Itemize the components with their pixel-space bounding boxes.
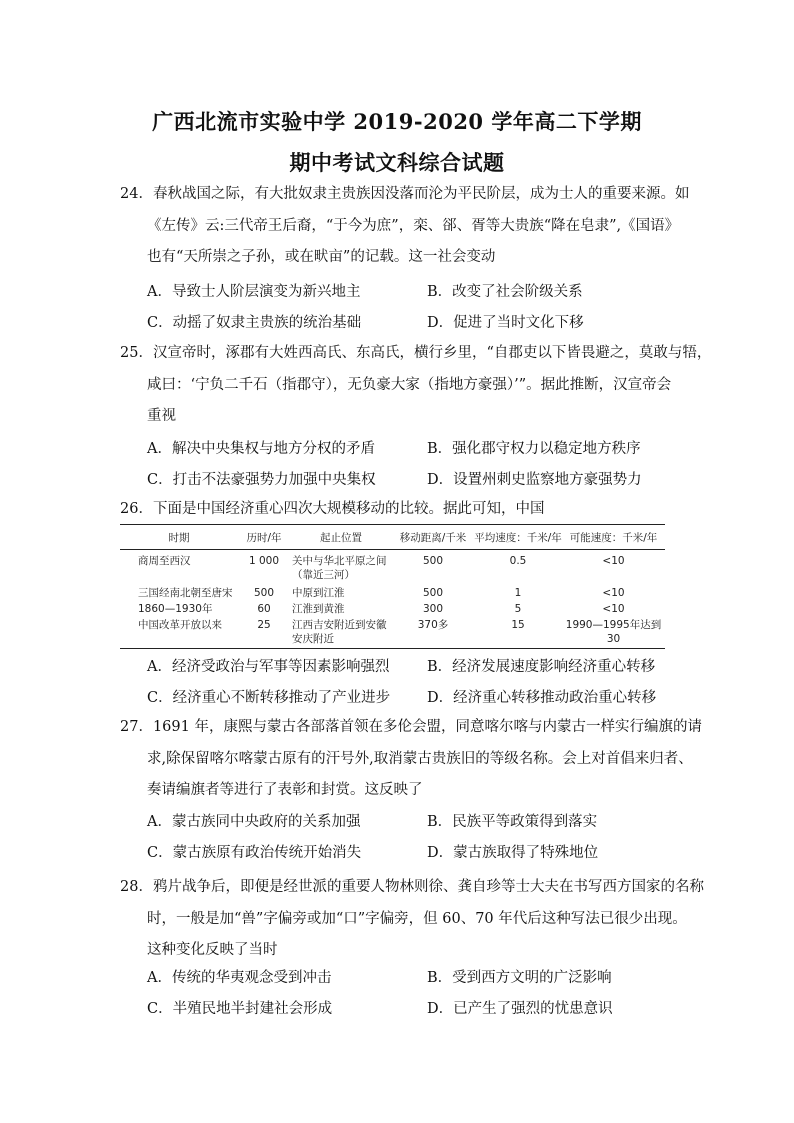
- question-24-options: [147, 280, 687, 342]
- table-cell: 5: [514, 602, 522, 615]
- option-d: D．已产生了强烈的忧患意识: [427, 1001, 613, 1017]
- page-subtitle: 期中考试文科综合试题: [289, 150, 505, 175]
- table-header: 历时/年: [238, 525, 290, 550]
- option-c: C．蒙古族原有政治传统开始消失: [147, 845, 362, 861]
- option-a: A．经济受政治与军事等因素影响强烈: [147, 659, 390, 675]
- table-cell: 1990—1995年达到30: [562, 618, 665, 649]
- table-cell: 15: [474, 618, 562, 649]
- stem-line: 咸曰：‘宁负二千石（指郡守），无负豪大家（指地方豪强）’”。据此推断，汉宣帝会: [147, 376, 672, 393]
- table-header: 起止位置: [290, 525, 392, 550]
- option-b: B．受到西方文明的广泛影响: [427, 970, 612, 986]
- option-d: D．经济重心转移推动政治重心转移: [427, 690, 657, 706]
- question-24: [120, 179, 690, 274]
- stem-line: 重视: [147, 408, 176, 424]
- table-cell: 60: [257, 602, 271, 615]
- question-26: [120, 494, 680, 526]
- question-stem: [120, 712, 702, 807]
- table-row: [120, 602, 665, 618]
- question-27-options: [147, 810, 687, 872]
- table-header: 时期: [120, 525, 238, 550]
- table-cell: 中原到江淮: [292, 586, 345, 599]
- table-cell: 商周至西汉: [138, 555, 191, 567]
- option-d: D．设置州刺史监察地方豪强势力: [427, 472, 642, 488]
- option-a: A．导致士人阶层演变为新兴地主: [147, 284, 361, 300]
- stem-line: 《左传》云:三代帝王后裔，“于今为庶”，栾、郤、胥等大贵族“降在皂隶”,《国语》: [147, 217, 680, 234]
- question-stem: [120, 494, 680, 526]
- stem-line: 25．汉宣帝时，涿郡有大姓西高氏、东高氏，横行乡里，“自郡吏以下皆畏避之，莫敢与牾，: [120, 345, 712, 361]
- stem-line: 24．春秋战国之际，有大批奴隶主贵族因没落而沦为平民阶层，成为士人的重要来源。如: [120, 186, 690, 202]
- option-a: A．解决中央集权与地方分权的矛盾: [147, 441, 375, 457]
- table-row: [120, 550, 665, 586]
- table-cell: 江淮到黄淮: [292, 602, 345, 615]
- question-25: [120, 338, 712, 433]
- table-header: 可能速度：千米/年: [562, 525, 665, 550]
- option-c: C．半殖民地半封建社会形成: [147, 1001, 333, 1017]
- stem-line: 奏请编旗者等进行了表彰和封赏。这反映了: [147, 782, 423, 798]
- stem-line: 时，一般是加“兽”字偏旁或加“口”字偏旁，但 60、70 年代后这种写法已很少出现。: [147, 910, 687, 927]
- option-b: B．改变了社会阶级关系: [427, 284, 583, 300]
- table-row: [120, 586, 665, 602]
- table-header: 平均速度：千米/年: [474, 525, 562, 550]
- table-cell: 370多: [392, 618, 474, 649]
- table-cell: 25: [238, 618, 290, 649]
- table-cell: 江西吉安附近到安徽安庆附近: [290, 618, 392, 649]
- table-header: 移动距离/千米: [392, 525, 474, 550]
- question-stem: [120, 179, 690, 274]
- stem-line: 求,除保留喀尔喀蒙古原有的汗号外,取消蒙古贵族旧的等级名称。会上对首倡来归者、: [147, 750, 693, 767]
- table-cell: 1860—1930年: [138, 602, 213, 615]
- table-cell: 500: [422, 586, 444, 599]
- table-cell: 0.5: [509, 555, 527, 567]
- option-c: C．动摇了奴隶主贵族的统治基础: [147, 315, 362, 331]
- stem-line: 也有“天所崇之子孙，或在畎亩”的记载。这一社会变动: [147, 249, 496, 265]
- table-cell: 1 000: [248, 555, 280, 567]
- table-cell: <10: [602, 586, 625, 599]
- option-b: B．强化郡守权力以稳定地方秩序: [427, 441, 641, 457]
- table-cell: 1: [514, 586, 522, 599]
- page-title: 广西北流市实验中学 2019-2020 学年高二下学期: [152, 109, 642, 134]
- table-row: [120, 618, 665, 649]
- option-a: A．蒙古族同中央政府的关系加强: [147, 814, 361, 830]
- table-header-row: [120, 525, 665, 550]
- table-cell: 500: [253, 586, 275, 599]
- option-c: C．经济重心不断转移推动了产业进步: [147, 690, 391, 706]
- stem-line: 27．1691 年，康熙与蒙古各部落首领在多伦会盟，同意喀尔喀与内蒙古一样实行编旗的请: [120, 719, 702, 735]
- table-cell: 三国经南北朝至唐宋: [138, 586, 233, 599]
- option-d: D．促进了当时文化下移: [427, 315, 584, 331]
- table-cell: <10: [602, 602, 625, 615]
- option-a: A．传统的华夷观念受到冲击: [147, 970, 332, 986]
- question-stem: [120, 338, 712, 433]
- question-27: [120, 712, 702, 807]
- table-cell: 中国改革开放以来: [120, 618, 238, 649]
- question-26-options: [147, 655, 687, 717]
- table-cell: 关中与华北平原之间（靠近三河）: [292, 555, 387, 581]
- stem-line: 26．下面是中国经济重心四次大规模移动的比较。据此可知，中国: [120, 501, 545, 517]
- question-25-options: [147, 437, 687, 499]
- economic-center-table: [120, 524, 665, 649]
- option-c: C．打击不法豪强势力加强中央集权: [147, 472, 376, 488]
- option-d: D．蒙古族取得了特殊地位: [427, 845, 599, 861]
- option-b: B．经济发展速度影响经济重心转移: [427, 659, 656, 675]
- stem-line: 这种变化反映了当时: [147, 942, 278, 958]
- question-stem: [120, 872, 704, 967]
- question-28: [120, 872, 704, 967]
- question-28-options: [147, 966, 687, 1028]
- table-cell: 300: [422, 602, 444, 615]
- stem-line: 28．鸦片战争后，即便是经世派的重要人物林则徐、龚自珍等士大夫在书写西方国家的名称: [120, 879, 704, 895]
- table-cell: 500: [422, 555, 444, 567]
- option-b: B．民族平等政策得到落实: [427, 814, 598, 830]
- table-cell: <10: [602, 555, 625, 567]
